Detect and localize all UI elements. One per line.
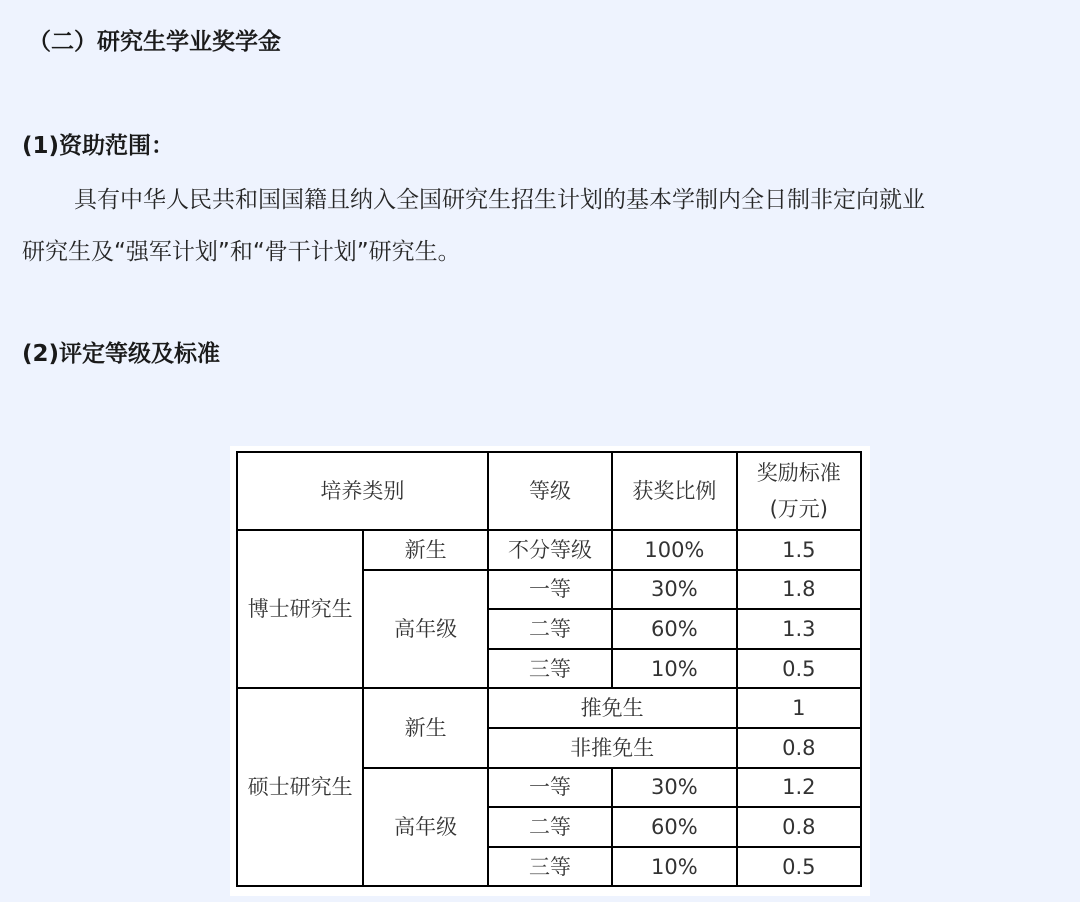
cell-ratio: 10%: [612, 649, 736, 689]
cell-ratio: 100%: [612, 530, 736, 570]
cell-award: 0.5: [737, 847, 861, 887]
cell-type: 非推免生: [488, 728, 737, 768]
header-award-line1: 奖励标准: [756, 461, 841, 485]
cell-award: 1.2: [737, 768, 861, 808]
cell-level: 一等: [488, 570, 612, 610]
cell-type: 推免生: [488, 688, 737, 728]
cell-level: 三等: [488, 649, 612, 689]
cell-ratio: 30%: [612, 768, 736, 808]
header-ratio: 获奖比例: [612, 452, 736, 530]
scope-heading: (1)资助范围：: [22, 133, 175, 159]
table-header-row: [237, 452, 861, 530]
scope-text-line-1: 具有中华人民共和国国籍且纳入全国研究生招生计划的基本学制内全日制非定向就业: [74, 187, 925, 213]
cell-award: 0.8: [737, 728, 861, 768]
cell-award: 0.8: [737, 807, 861, 847]
header-category: 培养类别: [237, 452, 488, 530]
master-new-label: 新生: [363, 688, 487, 767]
scholarship-table-image: [230, 446, 870, 896]
header-award-line2: (万元): [769, 497, 828, 521]
scope-paragraph: [22, 174, 1080, 278]
phd-senior-label: 高年级: [363, 570, 487, 689]
cell-award: 1.3: [737, 609, 861, 649]
cell-level: 不分等级: [488, 530, 612, 570]
table-row: [237, 688, 861, 728]
cell-level: 二等: [488, 609, 612, 649]
phd-label: 博士研究生: [237, 530, 363, 688]
cell-award: 0.5: [737, 649, 861, 689]
table-row: [237, 530, 861, 570]
cell-level: 三等: [488, 847, 612, 887]
header-award: [737, 452, 861, 530]
phd-new-label: 新生: [363, 530, 487, 570]
cell-ratio: 60%: [612, 609, 736, 649]
master-label: 硕士研究生: [237, 688, 363, 886]
scope-text-line-2: 研究生及“强军计划”和“骨干计划”研究生。: [22, 239, 461, 265]
master-senior-label: 高年级: [363, 768, 487, 887]
cell-award: 1.5: [737, 530, 861, 570]
header-level: 等级: [488, 452, 612, 530]
cell-award: 1.8: [737, 570, 861, 610]
cell-ratio: 10%: [612, 847, 736, 887]
section-title: （二）研究生学业奖学金: [28, 29, 281, 55]
cell-level: 二等: [488, 807, 612, 847]
cell-level: 一等: [488, 768, 612, 808]
cell-ratio: 30%: [612, 570, 736, 610]
scholarship-table: [236, 451, 862, 887]
cell-award: 1: [737, 688, 861, 728]
cell-ratio: 60%: [612, 807, 736, 847]
grade-heading: (2)评定等级及标准: [22, 341, 221, 367]
